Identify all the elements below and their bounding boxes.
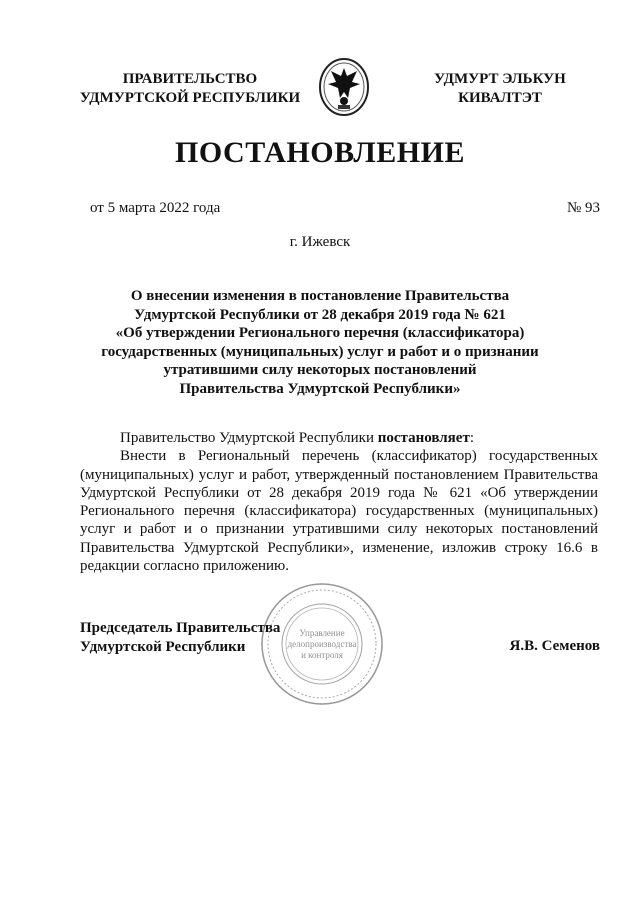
heading-line: Правительства Удмуртской Республики» — [179, 380, 461, 397]
official-stamp — [258, 580, 386, 708]
intro-text: Правительство Удмуртской Республики — [120, 430, 378, 446]
stamp-line: делопроизводства — [287, 639, 357, 649]
intro-colon: : — [469, 430, 474, 446]
government-name-ru — [60, 70, 320, 108]
document-body — [80, 429, 598, 575]
document-city: г. Ижевск — [289, 234, 351, 250]
signature-position-line2: Удмуртской Республики — [80, 639, 246, 655]
signature-position — [80, 619, 280, 657]
government-name-udm-line1: УДМУРТ ЭЛЬКУН — [434, 71, 566, 87]
body-intro — [80, 429, 598, 447]
document-heading — [90, 287, 550, 398]
body-paragraph: Внести в Региональный перечень (классификатор) государственных (муниципальных) услуг и работ, утвержденный постановлением Правительства Удмуртской Республики от 28 декабря 2019 года № 621 «Об утверждении Регионального перечня (классификатора) государственных (муниципальных) услуг и работ и о признании утратившими силу некоторых постановлений Правительства Удмуртской Республики», изменение, изложив строку 16.6 в редакции согласно приложению. — [80, 448, 598, 575]
government-name-udm — [395, 70, 605, 108]
government-name-ru-line1: ПРАВИТЕЛЬСТВО — [122, 71, 258, 87]
stamp-line: и контроля — [301, 650, 343, 660]
intro-decree-word: постановляет — [377, 430, 470, 446]
heading-line: Удмуртской Республики от 28 декабря 2019 года № 621 — [134, 306, 506, 323]
udmurt-coat-of-arms-icon — [312, 54, 376, 118]
government-name-ru-line2: УДМУРТСКОЙ РЕСПУБЛИКИ — [79, 90, 301, 106]
heading-line: утратившими силу некоторых постановлений — [163, 362, 477, 378]
stamp-line: Управление — [299, 628, 345, 638]
document-title: ПОСТАНОВЛЕНИЕ — [175, 136, 465, 169]
document-number: № 93 — [566, 200, 600, 216]
signature-position-line1: Председатель Правительства — [80, 620, 281, 636]
heading-line: О внесении изменения в постановление Правительства — [130, 288, 510, 304]
government-name-udm-line2: КИВАЛТЭТ — [458, 90, 542, 106]
heading-line: государственных (муниципальных) услуг и работ и о признании — [101, 343, 539, 360]
document-date: от 5 марта 2022 года — [90, 200, 221, 216]
signature-name: Я.В. Семенов — [509, 638, 600, 654]
heading-line: «Об утверждении Регионального перечня (классификатора) — [115, 325, 525, 341]
